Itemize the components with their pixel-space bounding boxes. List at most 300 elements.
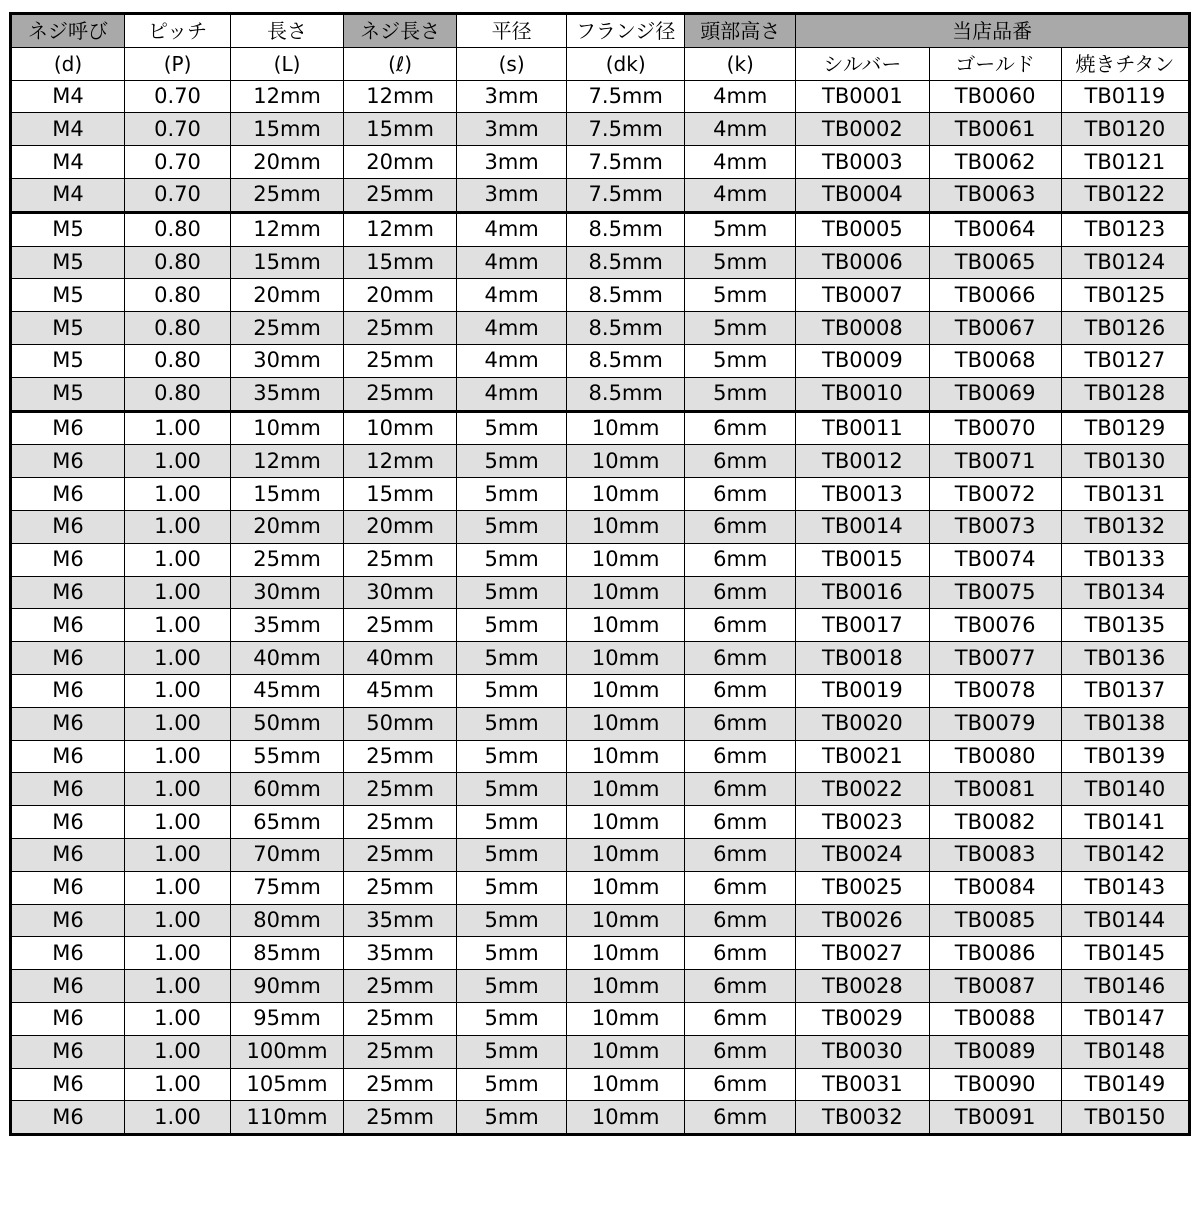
table-cell-k: 6mm xyxy=(685,970,796,1003)
table-cell-k: 6mm xyxy=(685,1101,796,1135)
table-cell-s: 5mm xyxy=(457,904,567,937)
table-cell-silver: TB0011 xyxy=(796,411,929,445)
table-cell-s: 5mm xyxy=(457,642,567,675)
table-cell-gold: TB0062 xyxy=(929,146,1061,179)
table-cell-dk: 10mm xyxy=(567,609,685,642)
header-row-2 xyxy=(11,47,1190,80)
table-cell-L: 85mm xyxy=(231,937,344,970)
table-cell-s: 3mm xyxy=(457,146,567,179)
table-cell-l: 25mm xyxy=(344,773,457,806)
table-cell-s: 5mm xyxy=(457,1101,567,1135)
table-cell-P: 1.00 xyxy=(125,970,231,1003)
table-cell-l: 25mm xyxy=(344,871,457,904)
table-cell-l: 25mm xyxy=(344,1101,457,1135)
table-cell-d: M6 xyxy=(11,937,125,970)
table-cell-l: 45mm xyxy=(344,674,457,707)
table-cell-gold: TB0080 xyxy=(929,740,1061,773)
table-cell-silver: TB0008 xyxy=(796,312,929,345)
table-cell-s: 4mm xyxy=(457,246,567,279)
table-cell-k: 4mm xyxy=(685,113,796,146)
column-subheader: ゴールド xyxy=(929,47,1061,80)
table-cell-dk: 10mm xyxy=(567,904,685,937)
table-cell-silver: TB0012 xyxy=(796,445,929,478)
table-row xyxy=(11,510,1190,543)
table-cell-l: 25mm xyxy=(344,312,457,345)
table-cell-L: 15mm xyxy=(231,113,344,146)
table-cell-d: M6 xyxy=(11,445,125,478)
table-cell-yaki_titan: TB0125 xyxy=(1061,279,1189,312)
table-cell-s: 4mm xyxy=(457,212,567,246)
table-cell-P: 0.80 xyxy=(125,212,231,246)
table-row xyxy=(11,445,1190,478)
table-cell-k: 6mm xyxy=(685,642,796,675)
table-cell-gold: TB0074 xyxy=(929,543,1061,576)
table-cell-dk: 10mm xyxy=(567,1035,685,1068)
table-cell-gold: TB0065 xyxy=(929,246,1061,279)
table-cell-silver: TB0004 xyxy=(796,178,929,212)
table-cell-L: 95mm xyxy=(231,1002,344,1035)
table-cell-P: 1.00 xyxy=(125,1068,231,1101)
table-row xyxy=(11,576,1190,609)
table-cell-yaki_titan: TB0134 xyxy=(1061,576,1189,609)
table-cell-L: 15mm xyxy=(231,246,344,279)
table-row xyxy=(11,1101,1190,1135)
table-cell-yaki_titan: TB0135 xyxy=(1061,609,1189,642)
table-cell-k: 6mm xyxy=(685,740,796,773)
table-row xyxy=(11,1035,1190,1068)
table-row xyxy=(11,904,1190,937)
table-cell-s: 3mm xyxy=(457,178,567,212)
table-cell-s: 5mm xyxy=(457,543,567,576)
table-cell-d: M6 xyxy=(11,642,125,675)
table-cell-yaki_titan: TB0119 xyxy=(1061,80,1189,113)
table-cell-l: 25mm xyxy=(344,344,457,377)
column-header: フランジ径 xyxy=(567,14,685,48)
table-cell-d: M5 xyxy=(11,344,125,377)
table-cell-silver: TB0023 xyxy=(796,806,929,839)
table-cell-yaki_titan: TB0133 xyxy=(1061,543,1189,576)
table-cell-l: 30mm xyxy=(344,576,457,609)
table-cell-gold: TB0061 xyxy=(929,113,1061,146)
table-cell-silver: TB0019 xyxy=(796,674,929,707)
table-cell-dk: 10mm xyxy=(567,937,685,970)
table-cell-d: M6 xyxy=(11,773,125,806)
table-cell-dk: 8.5mm xyxy=(567,312,685,345)
table-cell-gold: TB0067 xyxy=(929,312,1061,345)
table-cell-dk: 10mm xyxy=(567,543,685,576)
table-cell-d: M4 xyxy=(11,146,125,179)
table-header xyxy=(11,14,1190,81)
table-cell-L: 35mm xyxy=(231,609,344,642)
table-cell-silver: TB0014 xyxy=(796,510,929,543)
table-cell-yaki_titan: TB0136 xyxy=(1061,642,1189,675)
table-cell-gold: TB0079 xyxy=(929,707,1061,740)
table-cell-d: M5 xyxy=(11,312,125,345)
table-cell-L: 110mm xyxy=(231,1101,344,1135)
table-cell-k: 5mm xyxy=(685,344,796,377)
table-cell-gold: TB0085 xyxy=(929,904,1061,937)
table-cell-s: 5mm xyxy=(457,1068,567,1101)
table-cell-yaki_titan: TB0141 xyxy=(1061,806,1189,839)
table-cell-k: 5mm xyxy=(685,279,796,312)
table-cell-L: 20mm xyxy=(231,146,344,179)
table-cell-P: 1.00 xyxy=(125,1002,231,1035)
table-cell-P: 1.00 xyxy=(125,411,231,445)
table-cell-silver: TB0021 xyxy=(796,740,929,773)
table-cell-L: 12mm xyxy=(231,80,344,113)
table-cell-P: 1.00 xyxy=(125,1035,231,1068)
table-cell-l: 15mm xyxy=(344,478,457,511)
table-cell-k: 6mm xyxy=(685,806,796,839)
table-cell-yaki_titan: TB0139 xyxy=(1061,740,1189,773)
table-cell-silver: TB0028 xyxy=(796,970,929,1003)
table-cell-dk: 8.5mm xyxy=(567,279,685,312)
table-cell-k: 6mm xyxy=(685,707,796,740)
table-cell-gold: TB0088 xyxy=(929,1002,1061,1035)
table-cell-d: M5 xyxy=(11,279,125,312)
table-cell-k: 6mm xyxy=(685,937,796,970)
table-row xyxy=(11,344,1190,377)
table-cell-k: 6mm xyxy=(685,773,796,806)
table-cell-L: 12mm xyxy=(231,212,344,246)
table-cell-k: 6mm xyxy=(685,510,796,543)
table-cell-gold: TB0069 xyxy=(929,377,1061,411)
table-cell-l: 25mm xyxy=(344,740,457,773)
table-cell-l: 25mm xyxy=(344,609,457,642)
table-cell-l: 25mm xyxy=(344,377,457,411)
table-cell-L: 25mm xyxy=(231,312,344,345)
table-cell-dk: 10mm xyxy=(567,871,685,904)
table-cell-d: M6 xyxy=(11,510,125,543)
table-cell-L: 105mm xyxy=(231,1068,344,1101)
table-cell-dk: 10mm xyxy=(567,411,685,445)
table-cell-d: M6 xyxy=(11,674,125,707)
table-cell-L: 30mm xyxy=(231,576,344,609)
table-cell-k: 6mm xyxy=(685,838,796,871)
table-cell-s: 5mm xyxy=(457,674,567,707)
table-row xyxy=(11,773,1190,806)
table-cell-dk: 10mm xyxy=(567,674,685,707)
column-header: ピッチ xyxy=(125,14,231,48)
table-cell-l: 25mm xyxy=(344,543,457,576)
table-cell-L: 35mm xyxy=(231,377,344,411)
table-cell-s: 5mm xyxy=(457,609,567,642)
table-cell-dk: 10mm xyxy=(567,1068,685,1101)
table-cell-k: 6mm xyxy=(685,576,796,609)
table-cell-yaki_titan: TB0126 xyxy=(1061,312,1189,345)
table-row xyxy=(11,146,1190,179)
table-cell-P: 1.00 xyxy=(125,576,231,609)
table-cell-dk: 10mm xyxy=(567,1002,685,1035)
table-cell-k: 6mm xyxy=(685,543,796,576)
table-cell-P: 0.70 xyxy=(125,113,231,146)
table-cell-yaki_titan: TB0124 xyxy=(1061,246,1189,279)
table-cell-k: 6mm xyxy=(685,478,796,511)
table-cell-gold: TB0089 xyxy=(929,1035,1061,1068)
table-cell-gold: TB0060 xyxy=(929,80,1061,113)
table-cell-l: 15mm xyxy=(344,246,457,279)
table-row xyxy=(11,246,1190,279)
column-header: ネジ長さ xyxy=(344,14,457,48)
table-cell-P: 1.00 xyxy=(125,904,231,937)
table-cell-l: 25mm xyxy=(344,1068,457,1101)
table-cell-P: 0.80 xyxy=(125,344,231,377)
table-cell-l: 15mm xyxy=(344,113,457,146)
table-cell-gold: TB0072 xyxy=(929,478,1061,511)
table-cell-gold: TB0063 xyxy=(929,178,1061,212)
table-cell-silver: TB0003 xyxy=(796,146,929,179)
table-cell-yaki_titan: TB0144 xyxy=(1061,904,1189,937)
table-cell-d: M6 xyxy=(11,707,125,740)
table-row xyxy=(11,740,1190,773)
table-cell-L: 30mm xyxy=(231,344,344,377)
table-cell-l: 25mm xyxy=(344,178,457,212)
table-cell-silver: TB0007 xyxy=(796,279,929,312)
table-cell-k: 5mm xyxy=(685,377,796,411)
table-row xyxy=(11,279,1190,312)
table-cell-L: 80mm xyxy=(231,904,344,937)
screw-spec-table xyxy=(9,12,1191,1136)
table-cell-k: 4mm xyxy=(685,178,796,212)
table-cell-s: 4mm xyxy=(457,377,567,411)
table-row xyxy=(11,1068,1190,1101)
table-cell-gold: TB0066 xyxy=(929,279,1061,312)
table-cell-gold: TB0091 xyxy=(929,1101,1061,1135)
table-cell-L: 50mm xyxy=(231,707,344,740)
table-cell-d: M6 xyxy=(11,609,125,642)
table-cell-P: 1.00 xyxy=(125,707,231,740)
table-cell-L: 65mm xyxy=(231,806,344,839)
table-cell-l: 25mm xyxy=(344,1002,457,1035)
table-row xyxy=(11,543,1190,576)
table-cell-s: 5mm xyxy=(457,707,567,740)
table-cell-P: 1.00 xyxy=(125,445,231,478)
table-cell-P: 1.00 xyxy=(125,871,231,904)
table-cell-silver: TB0025 xyxy=(796,871,929,904)
table-cell-dk: 7.5mm xyxy=(567,113,685,146)
table-cell-d: M6 xyxy=(11,1068,125,1101)
table-cell-d: M4 xyxy=(11,178,125,212)
table-cell-k: 6mm xyxy=(685,904,796,937)
table-cell-gold: TB0084 xyxy=(929,871,1061,904)
table-cell-L: 100mm xyxy=(231,1035,344,1068)
table-cell-s: 5mm xyxy=(457,1035,567,1068)
table-cell-silver: TB0010 xyxy=(796,377,929,411)
table-cell-P: 1.00 xyxy=(125,773,231,806)
table-cell-s: 4mm xyxy=(457,312,567,345)
table-cell-k: 6mm xyxy=(685,1002,796,1035)
table-cell-d: M6 xyxy=(11,806,125,839)
table-cell-silver: TB0024 xyxy=(796,838,929,871)
column-header: 平径 xyxy=(457,14,567,48)
table-cell-s: 3mm xyxy=(457,113,567,146)
table-cell-d: M6 xyxy=(11,576,125,609)
table-row xyxy=(11,838,1190,871)
table-cell-L: 25mm xyxy=(231,178,344,212)
table-cell-l: 12mm xyxy=(344,212,457,246)
table-cell-yaki_titan: TB0150 xyxy=(1061,1101,1189,1135)
table-cell-s: 5mm xyxy=(457,411,567,445)
table-cell-s: 5mm xyxy=(457,478,567,511)
table-cell-silver: TB0031 xyxy=(796,1068,929,1101)
table-cell-yaki_titan: TB0149 xyxy=(1061,1068,1189,1101)
table-row xyxy=(11,707,1190,740)
table-cell-dk: 10mm xyxy=(567,773,685,806)
table-cell-dk: 10mm xyxy=(567,478,685,511)
table-cell-silver: TB0018 xyxy=(796,642,929,675)
table-cell-gold: TB0078 xyxy=(929,674,1061,707)
table-cell-P: 0.80 xyxy=(125,279,231,312)
table-cell-yaki_titan: TB0148 xyxy=(1061,1035,1189,1068)
table-cell-gold: TB0071 xyxy=(929,445,1061,478)
column-subheader: (k) xyxy=(685,47,796,80)
table-cell-d: M6 xyxy=(11,411,125,445)
table-cell-dk: 7.5mm xyxy=(567,178,685,212)
table-cell-P: 0.70 xyxy=(125,80,231,113)
column-header: 長さ xyxy=(231,14,344,48)
table-cell-l: 35mm xyxy=(344,937,457,970)
table-cell-s: 5mm xyxy=(457,937,567,970)
table-cell-gold: TB0090 xyxy=(929,1068,1061,1101)
table-row xyxy=(11,178,1190,212)
table-cell-d: M5 xyxy=(11,377,125,411)
table-row xyxy=(11,871,1190,904)
table-cell-silver: TB0027 xyxy=(796,937,929,970)
table-cell-l: 25mm xyxy=(344,1035,457,1068)
table-cell-dk: 10mm xyxy=(567,740,685,773)
column-subheader: シルバー xyxy=(796,47,929,80)
table-cell-L: 90mm xyxy=(231,970,344,1003)
table-cell-gold: TB0082 xyxy=(929,806,1061,839)
table-cell-yaki_titan: TB0145 xyxy=(1061,937,1189,970)
table-cell-silver: TB0006 xyxy=(796,246,929,279)
table-cell-d: M4 xyxy=(11,80,125,113)
table-cell-dk: 10mm xyxy=(567,970,685,1003)
table-cell-silver: TB0015 xyxy=(796,543,929,576)
table-cell-s: 5mm xyxy=(457,740,567,773)
column-subheader: (P) xyxy=(125,47,231,80)
table-cell-s: 3mm xyxy=(457,80,567,113)
table-row xyxy=(11,806,1190,839)
table-cell-s: 4mm xyxy=(457,344,567,377)
table-cell-dk: 8.5mm xyxy=(567,377,685,411)
table-row xyxy=(11,937,1190,970)
table-cell-gold: TB0076 xyxy=(929,609,1061,642)
table-cell-l: 25mm xyxy=(344,806,457,839)
table-cell-k: 6mm xyxy=(685,609,796,642)
table-cell-s: 5mm xyxy=(457,773,567,806)
table-row xyxy=(11,113,1190,146)
table-cell-dk: 10mm xyxy=(567,1101,685,1135)
table-row xyxy=(11,642,1190,675)
table-cell-gold: TB0086 xyxy=(929,937,1061,970)
table-cell-L: 12mm xyxy=(231,445,344,478)
table-cell-P: 1.00 xyxy=(125,478,231,511)
table-cell-d: M6 xyxy=(11,970,125,1003)
table-cell-P: 1.00 xyxy=(125,838,231,871)
table-cell-L: 70mm xyxy=(231,838,344,871)
table-cell-L: 55mm xyxy=(231,740,344,773)
table-cell-l: 25mm xyxy=(344,838,457,871)
table-cell-silver: TB0029 xyxy=(796,1002,929,1035)
table-cell-P: 0.80 xyxy=(125,246,231,279)
table-cell-P: 0.70 xyxy=(125,146,231,179)
table-cell-l: 25mm xyxy=(344,970,457,1003)
table-cell-l: 20mm xyxy=(344,279,457,312)
table-row xyxy=(11,411,1190,445)
table-cell-k: 5mm xyxy=(685,246,796,279)
table-cell-P: 1.00 xyxy=(125,937,231,970)
table-cell-P: 0.80 xyxy=(125,377,231,411)
table-row xyxy=(11,674,1190,707)
table-cell-yaki_titan: TB0143 xyxy=(1061,871,1189,904)
table-cell-k: 6mm xyxy=(685,1035,796,1068)
column-subheader: (s) xyxy=(457,47,567,80)
table-cell-P: 0.80 xyxy=(125,312,231,345)
table-cell-s: 5mm xyxy=(457,838,567,871)
table-cell-gold: TB0083 xyxy=(929,838,1061,871)
table-cell-yaki_titan: TB0138 xyxy=(1061,707,1189,740)
table-cell-silver: TB0005 xyxy=(796,212,929,246)
table-cell-silver: TB0009 xyxy=(796,344,929,377)
table-cell-dk: 8.5mm xyxy=(567,212,685,246)
table-cell-L: 10mm xyxy=(231,411,344,445)
table-cell-yaki_titan: TB0130 xyxy=(1061,445,1189,478)
table-cell-gold: TB0068 xyxy=(929,344,1061,377)
table-cell-d: M4 xyxy=(11,113,125,146)
table-cell-dk: 7.5mm xyxy=(567,80,685,113)
table-cell-yaki_titan: TB0121 xyxy=(1061,146,1189,179)
table-cell-silver: TB0017 xyxy=(796,609,929,642)
table-cell-silver: TB0022 xyxy=(796,773,929,806)
table-cell-d: M6 xyxy=(11,871,125,904)
table-row xyxy=(11,970,1190,1003)
table-cell-yaki_titan: TB0120 xyxy=(1061,113,1189,146)
table-cell-s: 5mm xyxy=(457,576,567,609)
table-row xyxy=(11,609,1190,642)
table-cell-gold: TB0075 xyxy=(929,576,1061,609)
table-cell-L: 40mm xyxy=(231,642,344,675)
table-cell-d: M5 xyxy=(11,212,125,246)
table-cell-dk: 10mm xyxy=(567,707,685,740)
table-cell-dk: 10mm xyxy=(567,838,685,871)
table-cell-P: 1.00 xyxy=(125,674,231,707)
table-cell-d: M6 xyxy=(11,1101,125,1135)
table-row xyxy=(11,80,1190,113)
table-cell-k: 6mm xyxy=(685,1068,796,1101)
table-cell-l: 40mm xyxy=(344,642,457,675)
table-cell-k: 6mm xyxy=(685,445,796,478)
table-row xyxy=(11,478,1190,511)
table-cell-L: 45mm xyxy=(231,674,344,707)
table-cell-gold: TB0077 xyxy=(929,642,1061,675)
table-cell-yaki_titan: TB0127 xyxy=(1061,344,1189,377)
table-cell-dk: 8.5mm xyxy=(567,344,685,377)
table-cell-l: 35mm xyxy=(344,904,457,937)
table-cell-d: M6 xyxy=(11,1035,125,1068)
table-cell-silver: TB0020 xyxy=(796,707,929,740)
table-cell-yaki_titan: TB0131 xyxy=(1061,478,1189,511)
table-cell-gold: TB0073 xyxy=(929,510,1061,543)
table-cell-k: 6mm xyxy=(685,411,796,445)
table-cell-k: 4mm xyxy=(685,80,796,113)
table-cell-d: M6 xyxy=(11,838,125,871)
table-cell-yaki_titan: TB0122 xyxy=(1061,178,1189,212)
table-cell-dk: 10mm xyxy=(567,806,685,839)
table-cell-silver: TB0026 xyxy=(796,904,929,937)
table-cell-L: 60mm xyxy=(231,773,344,806)
column-subheader: (L) xyxy=(231,47,344,80)
